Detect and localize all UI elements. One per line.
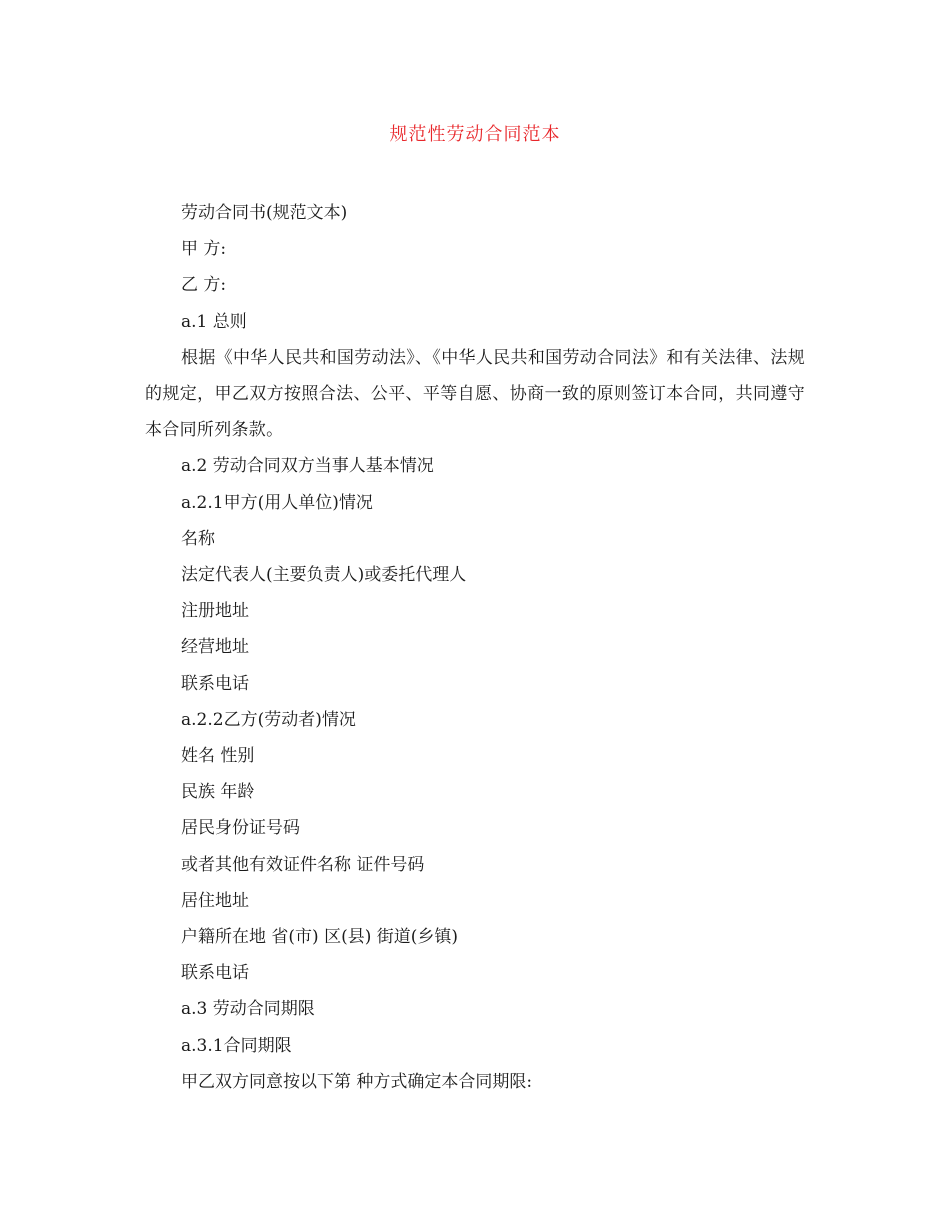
field-registered-address: 注册地址 bbox=[181, 601, 249, 622]
document-title: 规范性劳动合同范本 bbox=[389, 124, 561, 145]
field-name-gender: 姓名 性别 bbox=[181, 746, 255, 767]
field-party-b-phone: 联系电话 bbox=[181, 963, 249, 984]
section-parties-heading: a.2 劳动合同双方当事人基本情况 bbox=[181, 456, 434, 477]
field-party-a-phone: 联系电话 bbox=[181, 673, 249, 694]
field-household-registration: 户籍所在地 省(市) 区(县) 街道(乡镇) bbox=[181, 927, 459, 948]
section-general-heading: a.1 总则 bbox=[181, 311, 247, 332]
subsection-term: a.3.1合同期限 bbox=[181, 1035, 292, 1056]
field-residence-address: 居住地址 bbox=[181, 890, 249, 911]
party-b-label: 乙 方: bbox=[181, 275, 227, 296]
document-body bbox=[145, 195, 805, 1100]
party-b-info-heading: a.2.2乙方(劳动者)情况 bbox=[181, 709, 356, 730]
field-other-id: 或者其他有效证件名称 证件号码 bbox=[181, 854, 425, 875]
contract-heading: 劳动合同书(规范文本) bbox=[181, 203, 348, 223]
field-name: 名称 bbox=[181, 528, 215, 549]
section-term-heading: a.3 劳动合同期限 bbox=[181, 999, 315, 1020]
field-ethnicity-age: 民族 年龄 bbox=[181, 782, 255, 803]
field-business-address: 经营地址 bbox=[181, 637, 249, 658]
field-id-number: 居民身份证号码 bbox=[181, 818, 300, 839]
general-paragraph: 根据《中华人民共和国劳动法》、《中华人民共和国劳动合同法》和有关法律、法规的规定，甲乙双方按照合法、公平、平等自愿、协商一致的原则签订本合同，共同遵守本合同所列条款。 bbox=[145, 347, 805, 441]
term-method-line: 甲乙双方同意按以下第 种方式确定本合同期限: bbox=[181, 1071, 533, 1092]
party-a-label: 甲 方: bbox=[181, 239, 227, 260]
party-a-info-heading: a.2.1甲方(用人单位)情况 bbox=[181, 492, 373, 513]
field-legal-representative: 法定代表人(主要负责人)或委托代理人 bbox=[181, 565, 467, 586]
